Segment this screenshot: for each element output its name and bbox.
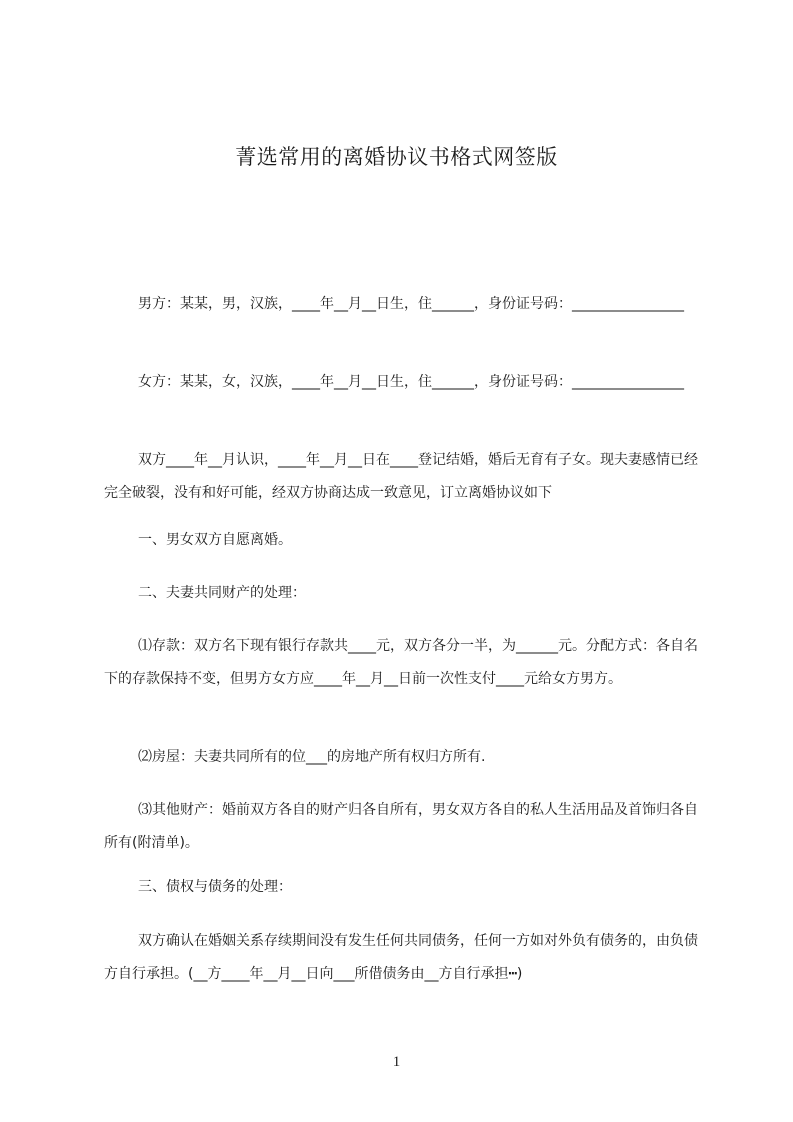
page-number: 1 (392, 1054, 401, 1070)
house-paragraph: ⑵房屋：夫妻共同所有的位___的房地产所有权归方所有. (138, 749, 486, 765)
background-paragraph: 双方____年__月认识，____年__月__日在____登记结婚，婚后无育有子女。现夫妻感情已经完全破裂，没有和好可能，经双方协商达成一致意见，订立离婚协议如下 (104, 452, 698, 501)
section-1-heading: 一、男女双方自愿离婚。 (138, 532, 292, 548)
wife-info-paragraph: 女方：某某，女，汉族，____年__月__日生，住______，身份证号码：________________ (138, 374, 684, 390)
document-title: 菁选常用的离婚协议书格式网签版 (235, 145, 558, 169)
deposit-paragraph: ⑴存款：双方名下现有银行存款共____元，双方各分一半，为______元。分配方式：各自名下的存款保持不变，但男方女方应____年__月__日前一次性支付____元给女方男方。 (104, 638, 698, 687)
husband-info-paragraph: 男方：某某，男，汉族，____年__月__日生，住______，身份证号码：________________ (138, 296, 684, 312)
other-property-paragraph: ⑶其他财产：婚前双方各自的财产归各自所有，男女双方各自的私人生活用品及首饰归各自所有(附清单)。 (104, 802, 698, 851)
debt-paragraph: 双方确认在婚姻关系存续期间没有发生任何共同债务，任何一方如对外负有债务的，由负债方自行承担。(__方____年__月__日向___所借债务由__方自行承担┅) (104, 933, 698, 982)
section-2-heading: 二、夫妻共同财产的处理： (138, 585, 306, 601)
section-3-heading: 三、债权与债务的处理： (138, 879, 292, 895)
